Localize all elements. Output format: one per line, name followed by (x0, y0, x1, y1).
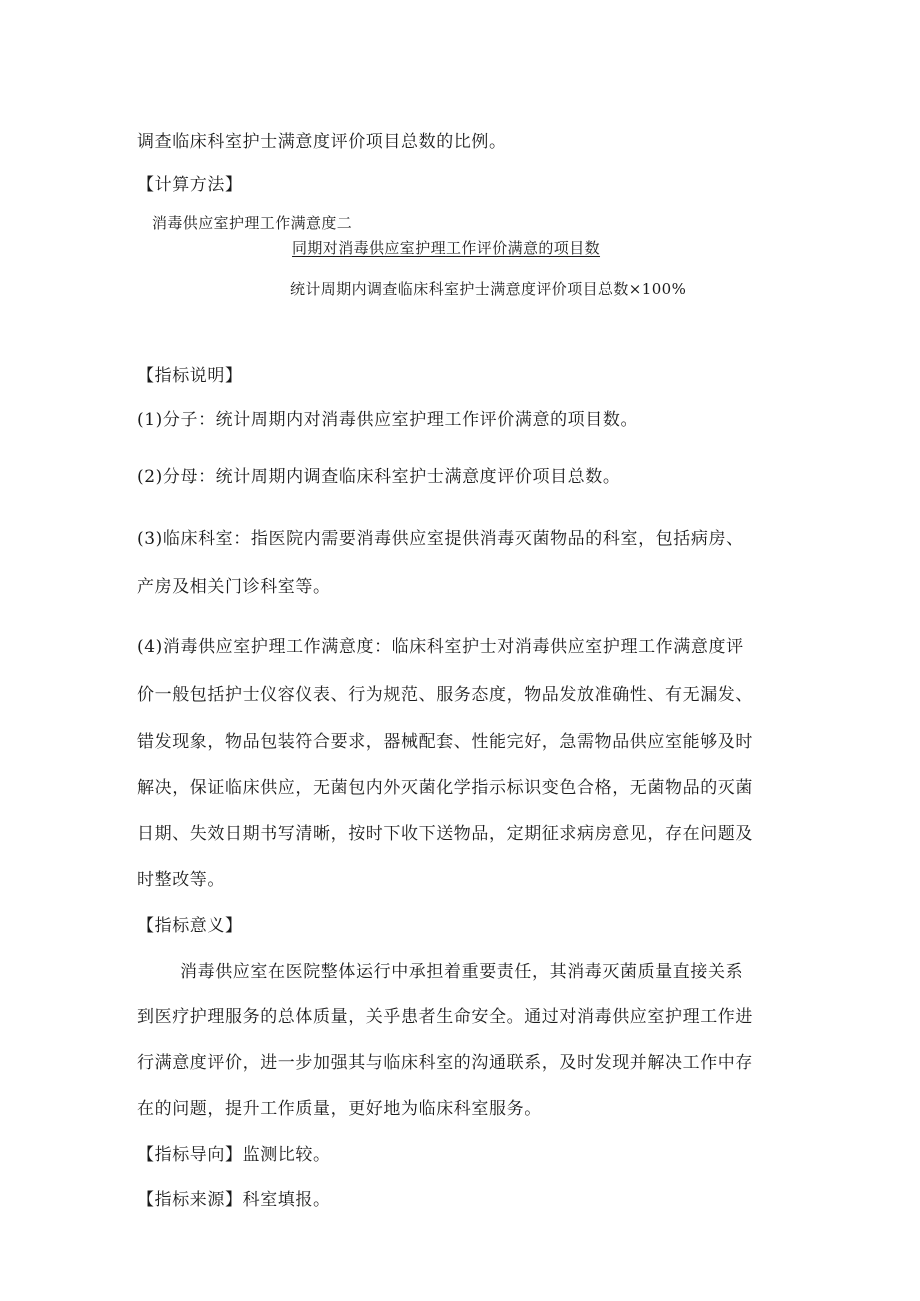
meaning-line2: 到医疗护理服务的总体质量，关乎患者生命安全。通过对消毒供应室护理工作进 (137, 1007, 753, 1027)
formula-numerator: 同期对消毒供应室护理工作评价满意的项目数 (292, 239, 601, 257)
desc-item-4-line1: (4)消毒供应室护理工作满意度：临床科室护士对消毒供应室护理工作满意度评 (137, 637, 744, 657)
source-line: 【指标来源】科室填报。 (137, 1190, 331, 1210)
desc-item-3-line2: 产房及相关门诊科室等。 (137, 577, 331, 597)
meaning-line4: 在的问题，提升工作质量，更好地为临床科室服务。 (137, 1099, 542, 1119)
desc-item-2: (2)分母：统计周期内调查临床科室护士满意度评价项目总数。 (137, 467, 621, 487)
desc-item-4-line6: 时整改等。 (137, 870, 225, 890)
guide-line: 【指标导向】监测比较。 (137, 1145, 331, 1165)
section-heading-meaning: 【指标意义】 (137, 916, 243, 936)
section-heading-calc: 【计算方法】 (137, 175, 243, 195)
desc-item-4-line4: 解决，保证临床供应，无菌包内外灭菌化学指示标识变色合格，无菌物品的灭菌 (137, 778, 753, 798)
desc-item-1: (1)分子：统计周期内对消毒供应室护理工作评价满意的项目数。 (137, 410, 639, 430)
meaning-line1: 消毒供应室在医院整体运行中承担着重要责任，其消毒灭菌质量直接关系 (180, 962, 744, 982)
meaning-line3: 行满意度评价，进一步加强其与临床科室的沟通联系，及时发现并解决工作中存 (137, 1053, 753, 1073)
formula-denominator: 统计周期内调查临床科室护士满意度评价项目总数×100% (290, 280, 687, 298)
paragraph-line: 调查临床科室护士满意度评价项目总数的比例。 (137, 132, 507, 152)
desc-item-4-line2: 价一般包括护士仪容仪表、行为规范、服务态度，物品发放准确性、有无漏发、 (137, 685, 753, 705)
desc-item-4-line5: 日期、失效日期书写清晰，按时下收下送物品，定期征求病房意见，存在问题及 (137, 824, 753, 844)
desc-item-4-line3: 错发现象，物品包装符合要求，器械配套、性能完好，急需物品供应室能够及时 (137, 732, 753, 752)
section-heading-desc: 【指标说明】 (137, 366, 243, 386)
formula-label: 消毒供应室护理工作满意度二 (152, 214, 353, 232)
desc-item-3-line1: (3)临床科室：指医院内需要消毒供应室提供消毒灭菌物品的科室，包括病房、 (137, 529, 744, 549)
